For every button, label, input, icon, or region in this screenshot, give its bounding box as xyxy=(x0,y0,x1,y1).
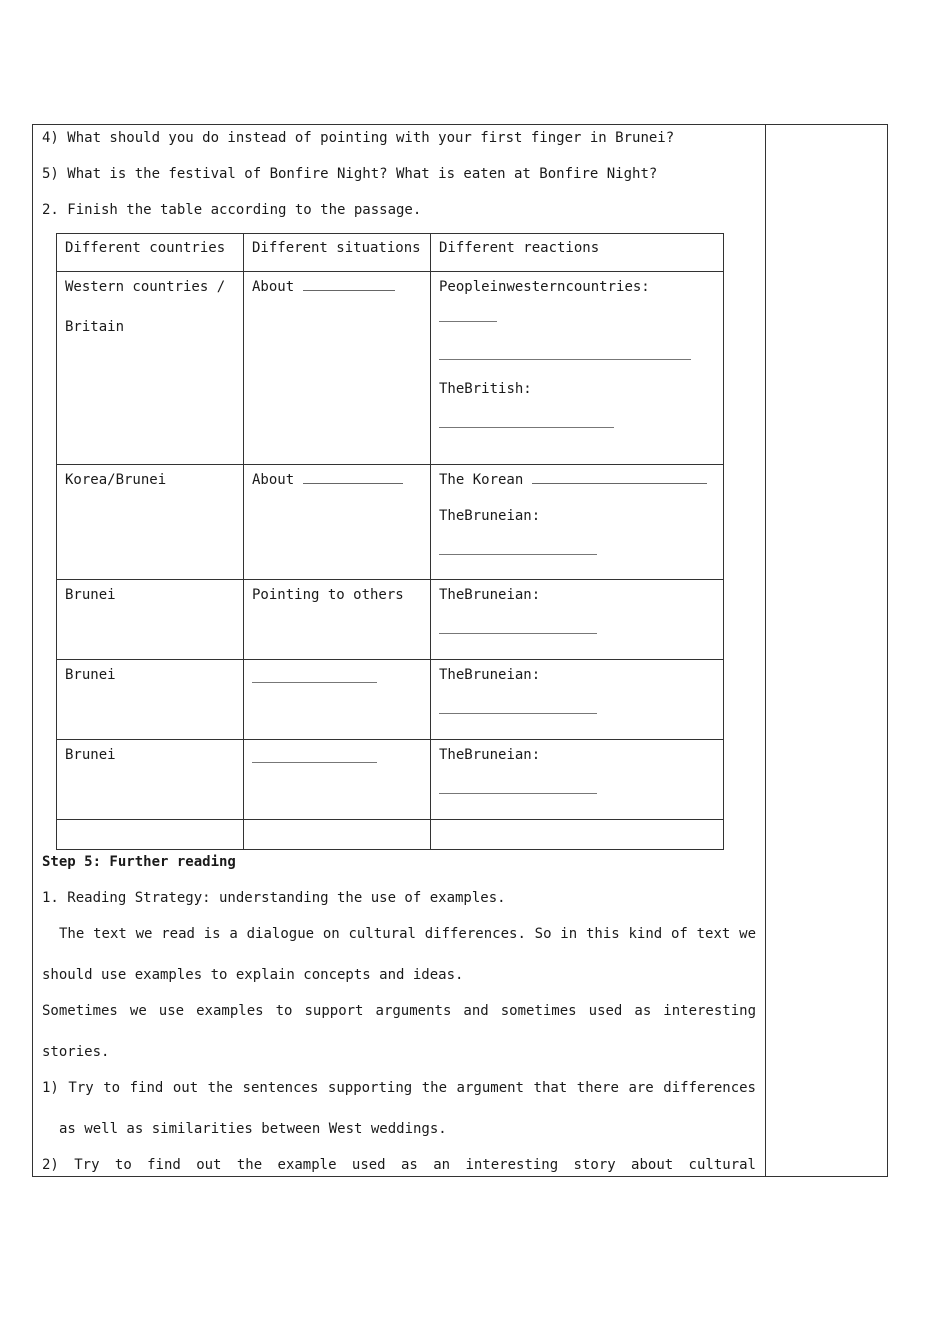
table-row xyxy=(57,580,724,660)
cell-country: Western countries / Britain xyxy=(57,272,244,465)
cell-reaction: TheBruneian: xyxy=(431,580,724,660)
cell-reaction: TheBruneian: xyxy=(431,740,724,820)
notes-column-divider xyxy=(765,125,766,1176)
answer-blank[interactable] xyxy=(439,358,691,360)
answer-blank[interactable] xyxy=(439,426,614,428)
answer-blank[interactable] xyxy=(303,278,395,291)
table-row xyxy=(57,820,724,850)
answer-blank[interactable] xyxy=(439,632,597,634)
cell-country: Brunei xyxy=(57,740,244,820)
reading-strategy: 1. Reading Strategy: understanding the use of examples. xyxy=(42,890,506,906)
header-reactions: Different reactions xyxy=(431,234,724,272)
table-row xyxy=(57,272,724,465)
answer-blank[interactable] xyxy=(303,471,403,484)
paragraph-1-line-1: The text we read is a dialogue on cultural differences. So in this kind of text we xyxy=(59,926,756,942)
answer-blank[interactable] xyxy=(439,553,597,555)
item-2-line-1: 2) Try to find out the example used as an interesting story about cultural xyxy=(42,1157,756,1173)
cell-situation xyxy=(244,660,431,740)
paragraph-2-line-2: stories. xyxy=(42,1044,110,1060)
reaction-table xyxy=(56,233,724,850)
task-2-instruction: 2. Finish the table according to the passage. xyxy=(42,202,422,218)
answer-blank[interactable] xyxy=(252,681,377,683)
cell-situation xyxy=(244,740,431,820)
cell-reaction: Peopleinwesterncountries: TheBritish: xyxy=(431,272,724,465)
answer-blank[interactable] xyxy=(439,320,497,322)
lesson-frame xyxy=(32,124,888,1177)
answer-blank[interactable] xyxy=(439,792,597,794)
header-countries: Different countries xyxy=(57,234,244,272)
table-row xyxy=(57,740,724,820)
table-row xyxy=(57,465,724,580)
answer-blank[interactable] xyxy=(439,712,597,714)
cell-country: Korea/Brunei xyxy=(57,465,244,580)
answer-blank[interactable] xyxy=(532,471,707,484)
cell-empty xyxy=(431,820,724,850)
cell-country: Brunei xyxy=(57,580,244,660)
answer-blank[interactable] xyxy=(252,761,377,763)
paragraph-1-line-2: should use examples to explain concepts and ideas. xyxy=(42,967,464,983)
cell-reaction: TheBruneian: xyxy=(431,660,724,740)
cell-empty xyxy=(244,820,431,850)
cell-country: Brunei xyxy=(57,660,244,740)
paragraph-2-line-1: Sometimes we use examples to support arguments and sometimes used as interesting xyxy=(42,1003,756,1019)
cell-situation: About xyxy=(244,272,431,465)
question-4: 4) What should you do instead of pointing with your first finger in Brunei? xyxy=(42,130,675,146)
question-5: 5) What is the festival of Bonfire Night? What is eaten at Bonfire Night? xyxy=(42,166,658,182)
header-situations: Different situations xyxy=(244,234,431,272)
item-1-line-1: 1) Try to find out the sentences supporting the argument that there are differences xyxy=(42,1080,756,1096)
step-5-heading: Step 5: Further reading xyxy=(42,854,236,870)
cell-empty xyxy=(57,820,244,850)
item-1-line-2: as well as similarities between West weddings. xyxy=(59,1121,447,1137)
cell-reaction: The Korean TheBruneian: xyxy=(431,465,724,580)
table-row xyxy=(57,660,724,740)
cell-situation: About xyxy=(244,465,431,580)
table-header-row xyxy=(57,234,724,272)
cell-situation: Pointing to others xyxy=(244,580,431,660)
